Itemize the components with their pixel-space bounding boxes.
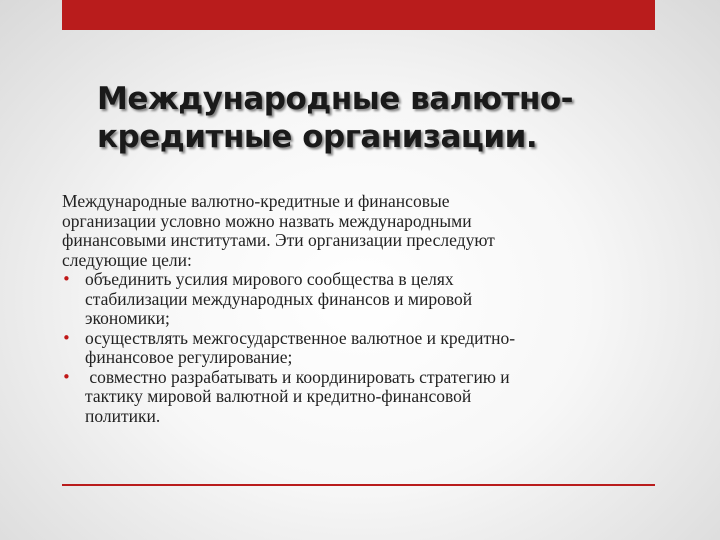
list-item-line: объединить усилия мирового сообщества в целях <box>85 269 454 289</box>
intro-line: следующие цели: <box>62 249 192 270</box>
intro-line: Международные валютно-кредитные и финансовые <box>62 191 450 211</box>
bullet-icon: • <box>62 270 71 288</box>
list-item-line: совместно разрабатывать и координировать стратегию и <box>85 366 510 387</box>
title-line: Международные валютно- <box>97 81 574 117</box>
list-item <box>62 270 660 329</box>
intro-line: финансовыми институтами. Эти организации преследуют <box>62 230 495 250</box>
slide-body <box>62 192 660 426</box>
list-item-line: осуществлять межгосударственное валютное и кредитно- <box>85 327 516 348</box>
top-accent-bar <box>62 0 655 30</box>
list-item-line: тактику мировой валютной и кредитно-финансовой <box>85 386 472 406</box>
bullet-icon: • <box>62 328 71 347</box>
title-line: кредитные организации. <box>97 119 538 155</box>
list-item <box>62 368 660 427</box>
list-item-line: экономики; <box>85 308 170 328</box>
list-item-line: финансовое регулирование; <box>85 347 293 367</box>
list-item-line: политики. <box>85 405 161 426</box>
goals-list <box>62 270 660 426</box>
intro-paragraph <box>62 192 660 270</box>
intro-line: организации условно можно назвать международными <box>62 210 472 231</box>
bullet-icon: • <box>62 367 71 386</box>
list-item-line: стабилизации международных финансов и мировой <box>85 288 473 309</box>
slide-title <box>97 80 657 156</box>
list-item <box>62 329 660 368</box>
bottom-divider <box>62 484 655 486</box>
